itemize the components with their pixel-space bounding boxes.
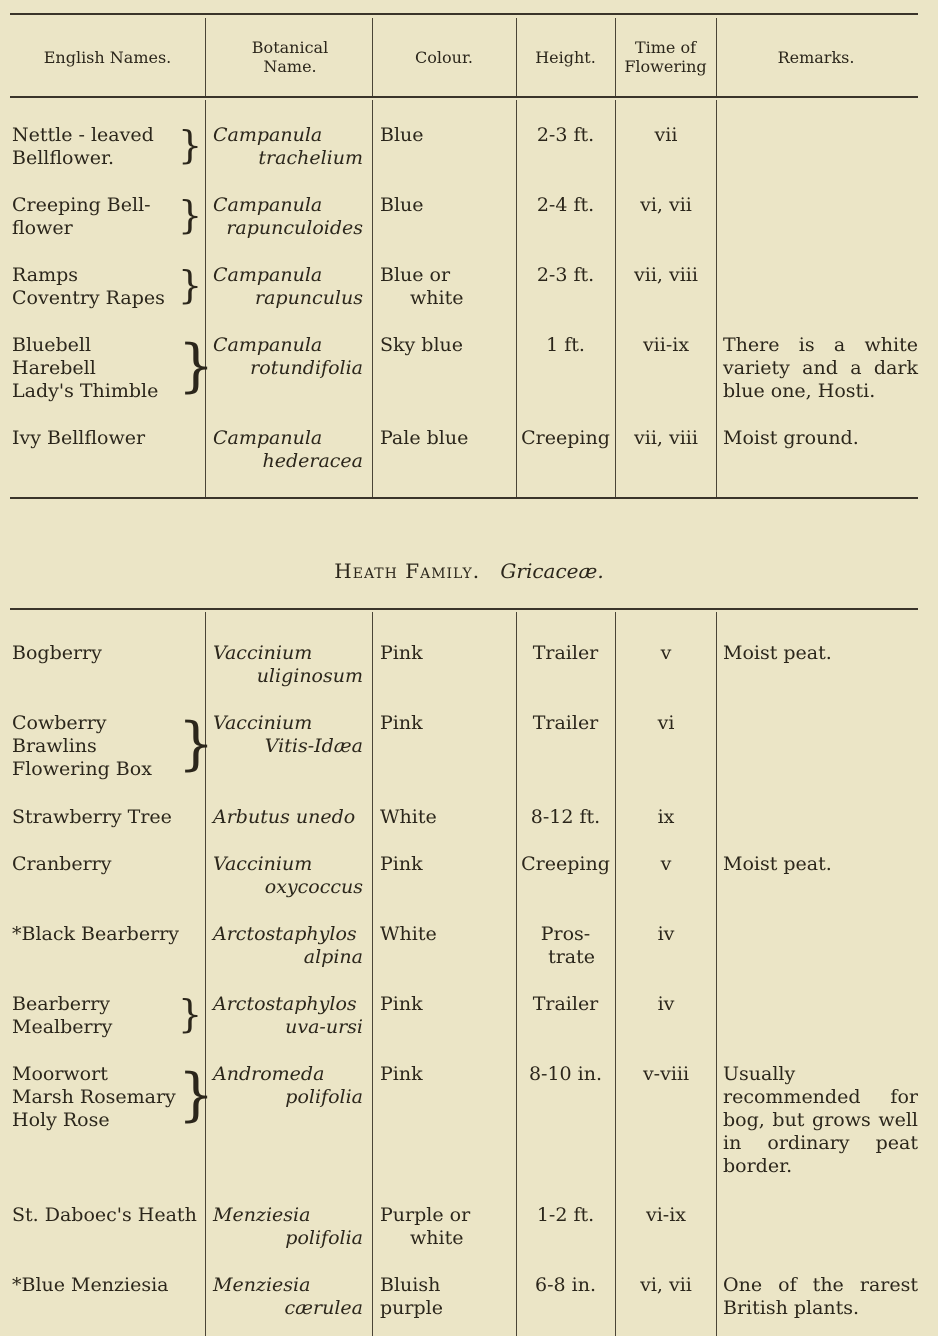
height-cell: Pros- trate [535, 923, 595, 968]
header-bottom-rule [10, 96, 918, 98]
colour-cell [380, 1063, 508, 1086]
botanical-name: Menziesia [213, 1204, 311, 1226]
height-cell: 2-4 ft. [536, 194, 595, 216]
botanical-name: uliginosum [256, 665, 363, 687]
english-name: Bluebell [12, 334, 92, 356]
height-cell: Trailer [532, 993, 599, 1015]
remarks-cell: Moist peat. [723, 853, 832, 875]
table2-top-rule [10, 608, 918, 610]
time-of-flowering-cell: vii-ix [642, 334, 690, 356]
english-name: Moorwort [12, 1063, 108, 1085]
botanical-name-cell [213, 427, 363, 473]
english-names-cell [12, 264, 197, 310]
column-divider [205, 18, 206, 96]
colour-cell [380, 806, 508, 829]
botanical-name: cærulea [284, 1297, 363, 1319]
header-height: Height. [535, 47, 596, 67]
time-of-flowering-cell: vii, viii [634, 427, 698, 449]
colour-cell [380, 264, 508, 310]
time-of-flowering-cell: v [660, 642, 672, 664]
english-name: Bearberry [12, 993, 110, 1015]
header-botanical-name: Botanical Name. [251, 38, 329, 76]
english-name: Holy Rose [12, 1109, 110, 1131]
colour-value: Sky blue [380, 334, 464, 356]
column-divider [516, 100, 517, 497]
english-names-cell [12, 334, 197, 403]
botanical-name-cell [213, 264, 363, 310]
height-cell: 2-3 ft. [536, 124, 595, 146]
column-divider [716, 100, 717, 497]
english-name: Ramps [12, 264, 78, 286]
remarks-cell: Moist peat. [723, 642, 832, 664]
height-cell: Creeping [521, 427, 610, 449]
botanical-name: Vaccinium [213, 853, 313, 875]
english-name: Mealberry [12, 1016, 113, 1038]
botanical-name: trachelium [258, 147, 363, 169]
remarks-cell: Usually recommended for bog, but grows well in ordinary peat border. [723, 1063, 918, 1177]
header-english-names: English Names. [43, 47, 172, 67]
time-of-flowering-cell: vi-ix [645, 1204, 687, 1226]
botanical-name-cell [213, 853, 363, 899]
column-divider [615, 18, 616, 96]
time-of-flowering-cell: v-viii [642, 1063, 690, 1085]
botanical-name: Arbutus unedo [213, 806, 356, 828]
column-divider [372, 100, 373, 497]
botanical-name-cell [213, 194, 363, 240]
english-names-cell [12, 806, 197, 829]
colour-value: Pink [380, 1063, 423, 1085]
english-name: Harebell [12, 357, 96, 379]
height-cell: Trailer [532, 712, 599, 734]
botanical-name-cell [213, 124, 363, 170]
header-time-of-flowering: Time of Flowering [624, 38, 707, 76]
colour-value: Pale blue [380, 427, 469, 449]
colour-cell [380, 853, 508, 876]
column-divider [372, 612, 373, 1336]
colour-cell [380, 642, 508, 665]
botanical-name-cell [213, 923, 363, 969]
botanical-name-cell [213, 334, 363, 380]
english-names-cell [12, 923, 197, 946]
botanical-name: Campanula [213, 264, 323, 286]
colour-value: Bluish purple [380, 1274, 443, 1319]
colour-cell [380, 923, 508, 946]
remarks-cell: Moist ground. [723, 427, 859, 449]
botanical-name-cell [213, 712, 363, 758]
english-name: Coventry Rapes [12, 287, 165, 309]
english-names-cell [12, 124, 197, 170]
english-name: Cowberry [12, 712, 107, 734]
time-of-flowering-cell: iv [657, 993, 675, 1015]
time-of-flowering-cell: v [660, 853, 672, 875]
english-name: Lady's Thimble [12, 380, 159, 402]
brace-icon: } [178, 263, 203, 307]
time-of-flowering-cell: vi, vii [640, 1274, 692, 1296]
colour-cell [380, 993, 508, 1016]
english-name: Brawlins [12, 735, 97, 757]
height-cell: 6-8 in. [535, 1274, 596, 1296]
botanical-name: oxycoccus [264, 876, 363, 898]
time-of-flowering-cell: vii, viii [634, 264, 698, 286]
height-cell: 1 ft. [546, 334, 585, 356]
botanical-name: Vitis-Idæa [264, 735, 363, 757]
botanical-name-cell [213, 806, 363, 829]
brace-icon: } [178, 711, 215, 777]
botanical-name: Campanula [213, 194, 323, 216]
botanical-name: uva-ursi [285, 1016, 363, 1038]
brace-icon: } [178, 193, 203, 237]
height-cell: 1-2 ft. [536, 1204, 595, 1226]
brace-icon: } [178, 1062, 215, 1128]
english-names-cell [12, 1274, 197, 1297]
time-of-flowering-cell: ix [657, 806, 675, 828]
column-divider [615, 612, 616, 1336]
english-name: *Blue Menziesia [12, 1274, 169, 1296]
botanical-name: Andromeda [213, 1063, 325, 1085]
english-names-cell [12, 427, 197, 450]
botanical-name: Campanula [213, 334, 323, 356]
botanical-name: hederacea [262, 450, 363, 472]
botanical-name: Vaccinium [213, 642, 313, 664]
colour-value: white [410, 1227, 464, 1249]
colour-value: Pink [380, 853, 423, 875]
table1-bottom-rule [10, 497, 918, 499]
colour-value: Pink [380, 642, 423, 664]
header-remarks: Remarks. [777, 47, 855, 67]
botanical-name-cell [213, 642, 363, 688]
botanical-name: rotundifolia [250, 357, 363, 379]
height-cell: Creeping [521, 853, 610, 875]
height-cell: Trailer [532, 642, 599, 664]
english-name: Bellflower. [12, 147, 115, 169]
english-name: Creeping Bell- [12, 194, 151, 216]
english-names-cell [12, 642, 197, 665]
botanical-name: Campanula [213, 124, 323, 146]
colour-value: Blue or [380, 264, 451, 286]
colour-value: Pink [380, 993, 423, 1015]
time-of-flowering-cell: iv [657, 923, 675, 945]
time-of-flowering-cell: vii [654, 124, 678, 146]
english-name: St. Daboec's Heath [12, 1204, 197, 1226]
english-name: Marsh Rosemary [12, 1086, 176, 1108]
colour-cell [380, 334, 508, 357]
english-name: *Black Bearberry [12, 923, 179, 945]
brace-icon: } [178, 123, 203, 167]
brace-icon: } [178, 333, 215, 399]
colour-value: White [380, 806, 437, 828]
column-divider [615, 100, 616, 497]
botanical-name: polifolia [285, 1227, 363, 1249]
time-of-flowering-cell: vi [657, 712, 675, 734]
botanical-name: Campanula [213, 427, 323, 449]
botanical-name: rapunculoides [226, 217, 363, 239]
english-names-cell [12, 712, 197, 781]
height-cell: 8-10 in. [528, 1063, 603, 1085]
colour-value: white [410, 287, 464, 309]
english-names-cell [12, 1204, 197, 1227]
botanical-name: Arctostaphylos [213, 923, 357, 945]
time-of-flowering-cell: vi, vii [640, 194, 692, 216]
remarks-cell: There is a white variety and a dark blue one, Hosti. [723, 334, 918, 402]
colour-cell [380, 1274, 508, 1320]
colour-value: Blue [380, 194, 424, 216]
english-names-cell [12, 194, 197, 240]
botanical-name: rapunculus [255, 287, 363, 309]
colour-cell [380, 194, 508, 217]
family-name: Heath Family. [334, 559, 481, 583]
height-cell: 8-12 ft. [530, 806, 601, 828]
english-names-cell [12, 853, 197, 876]
family-latin-name: Gricaceæ. [500, 559, 604, 583]
colour-value: Blue [380, 124, 424, 146]
botanical-name: alpina [303, 946, 363, 968]
colour-value: Pink [380, 712, 423, 734]
height-cell: 2-3 ft. [536, 264, 595, 286]
family-heading [0, 559, 938, 583]
english-names-cell [12, 1063, 197, 1132]
english-name: flower [12, 217, 73, 239]
english-name: Ivy Bellflower [12, 427, 146, 449]
botanical-name: polifolia [285, 1086, 363, 1108]
table-top-rule [10, 13, 918, 15]
english-name: Strawberry Tree [12, 806, 172, 828]
english-names-cell [12, 993, 197, 1039]
english-name: Bogberry [12, 642, 102, 664]
colour-value: White [380, 923, 437, 945]
english-name: Flowering Box [12, 758, 152, 780]
botanical-name-cell [213, 993, 363, 1039]
colour-cell [380, 124, 508, 147]
colour-cell [380, 712, 508, 735]
english-name: Cranberry [12, 853, 112, 875]
english-name: Nettle - leaved [12, 124, 154, 146]
botanical-name: Arctostaphylos [213, 993, 357, 1015]
column-divider [205, 100, 206, 497]
remarks-cell: One of the rarest British plants. [723, 1274, 918, 1319]
header-colour: Colour. [415, 47, 473, 67]
botanical-name-cell [213, 1063, 363, 1109]
botanical-name: Menziesia [213, 1274, 311, 1296]
colour-value: Purple or [380, 1204, 471, 1226]
column-divider [516, 612, 517, 1336]
colour-cell [380, 1204, 508, 1250]
botanical-name-cell [213, 1204, 363, 1250]
column-divider [716, 612, 717, 1336]
brace-icon: } [178, 992, 203, 1036]
botanical-name: Vaccinium [213, 712, 313, 734]
botanical-name-cell [213, 1274, 363, 1320]
colour-cell [380, 427, 508, 450]
